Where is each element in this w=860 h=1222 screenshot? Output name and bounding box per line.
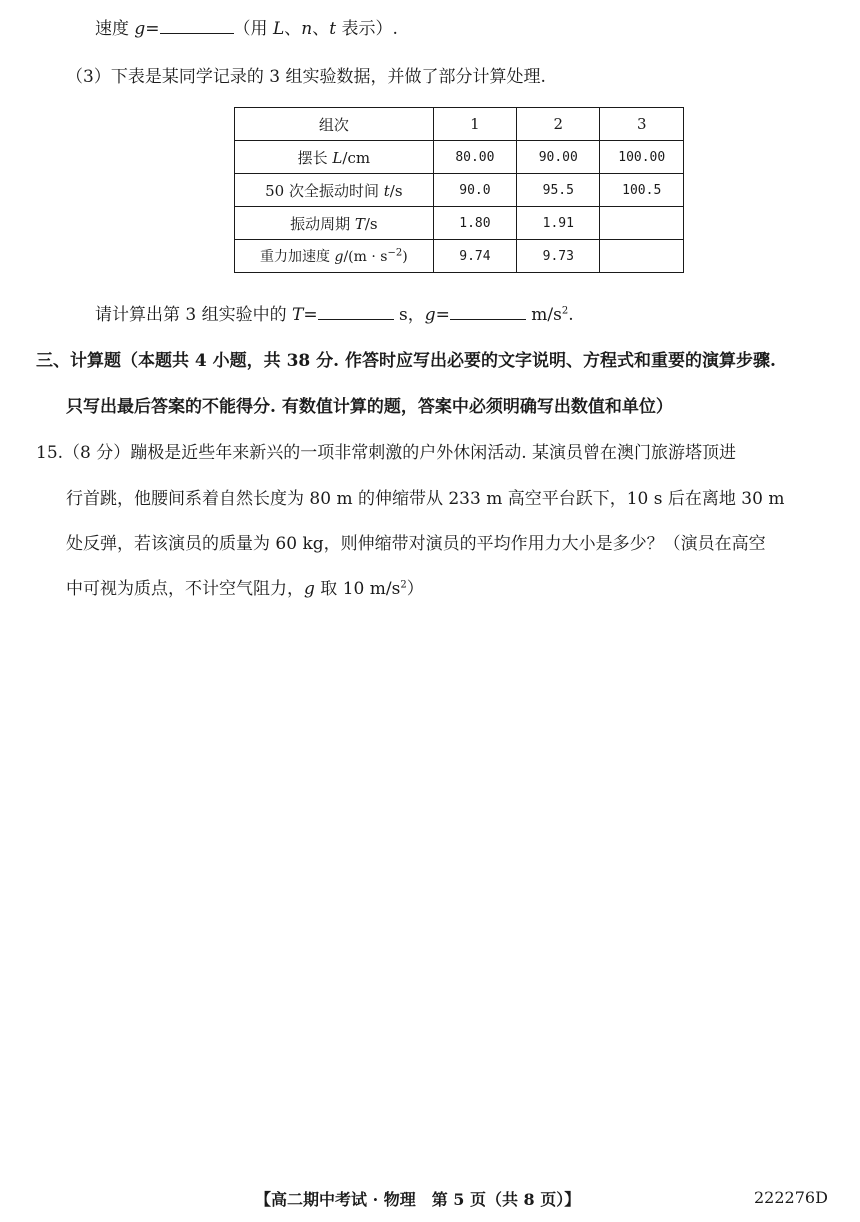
text: ）: [406, 579, 424, 599]
superscript: 2: [400, 579, 407, 591]
text: 请计算出第 3 组实验中的: [95, 305, 293, 325]
row-label-gravity: 重力加速度 $g/(m \cdot s^{-2})$: [235, 240, 434, 273]
header-col-3: 3: [600, 108, 684, 141]
table-header-row: [235, 108, 684, 141]
table-cell: 1.80: [433, 207, 516, 240]
part3-intro: （3）下表是某同学记录的 3 组实验数据，并做了部分计算处理.: [66, 67, 546, 87]
q15-line3: 处反弹，若该演员的质量为 60 kg，则伸缩带对演员的平均作用力大小是多少？（演员在高空: [66, 534, 766, 554]
equals: =: [435, 305, 450, 325]
var-n: n: [301, 19, 313, 39]
q15-line4: [66, 574, 424, 599]
var-t: t: [329, 19, 337, 39]
table-cell: 95.5: [517, 174, 600, 207]
answer-blank-g[interactable]: [450, 303, 526, 320]
calc-instruction-line: [95, 300, 574, 325]
table-cell: 100.00: [600, 141, 684, 174]
text: 、: [284, 19, 302, 39]
table-cell: 9.74: [433, 240, 516, 273]
equals: =: [303, 305, 318, 325]
text: 速度: [95, 19, 135, 39]
row-label-period: 振动周期 T/s: [235, 207, 434, 240]
var-T: T: [292, 305, 304, 325]
experiment-data-table: [234, 107, 684, 273]
header-col-1: 1: [433, 108, 516, 141]
row-label-time: 50 次全振动时间 t/s: [235, 174, 434, 207]
text: 表示）.: [336, 19, 398, 39]
row-label-length: 摆长 L/cm: [235, 141, 434, 174]
table-cell: 90.0: [433, 174, 516, 207]
table-row: [235, 174, 684, 207]
answer-blank-T[interactable]: [318, 303, 394, 320]
text: 取 10 m/s: [314, 579, 401, 599]
text: .: [568, 305, 574, 325]
gravity-expression-line: [95, 14, 398, 39]
table-row: [235, 141, 684, 174]
equals: =: [145, 19, 160, 39]
section3-heading-line2: 只写出最后答案的不能得分. 有数值计算的题，答案中必须明确写出数值和单位）: [66, 397, 673, 417]
table-cell-empty: [600, 240, 684, 273]
var-g: g: [134, 19, 146, 39]
table-cell: 100.5: [600, 174, 684, 207]
table-row: [235, 240, 684, 273]
answer-blank-g[interactable]: [160, 17, 234, 34]
footer-code: 222276D: [754, 1188, 828, 1207]
text: 中可视为质点，不计空气阻力，: [66, 579, 304, 599]
table-cell: 1.91: [517, 207, 600, 240]
text: 、: [312, 19, 330, 39]
table-cell: 90.00: [517, 141, 600, 174]
superscript: 2: [561, 305, 569, 317]
header-label: 组次: [235, 108, 434, 141]
table-cell-empty: [600, 207, 684, 240]
var-g: g: [304, 579, 315, 599]
text: m/s: [525, 305, 562, 325]
header-col-2: 2: [517, 108, 600, 141]
text: s，: [393, 305, 425, 325]
q15-line2: 行首跳，他腰间系着自然长度为 80 m 的伸缩带从 233 m 高空平台跃下，10 s 后在离地 30 m: [66, 489, 785, 509]
section3-heading-line1: 三、计算题（本题共 4 小题，共 38 分. 作答时应写出必要的文字说明、方程式和重要的演算步骤.: [36, 351, 776, 371]
table-row: [235, 207, 684, 240]
text: （用: [233, 19, 273, 39]
var-g: g: [424, 305, 436, 325]
table-cell: 9.73: [517, 240, 600, 273]
var-L: L: [272, 19, 285, 39]
table-cell: 80.00: [433, 141, 516, 174]
footer-title: 【高二期中考试 · 物理 第 5 页（共 8 页）】: [255, 1190, 581, 1209]
q15-line1: 15.（8 分）蹦极是近些年来新兴的一项非常刺激的户外休闲活动. 某演员曾在澳门旅游塔顶进: [36, 443, 737, 463]
